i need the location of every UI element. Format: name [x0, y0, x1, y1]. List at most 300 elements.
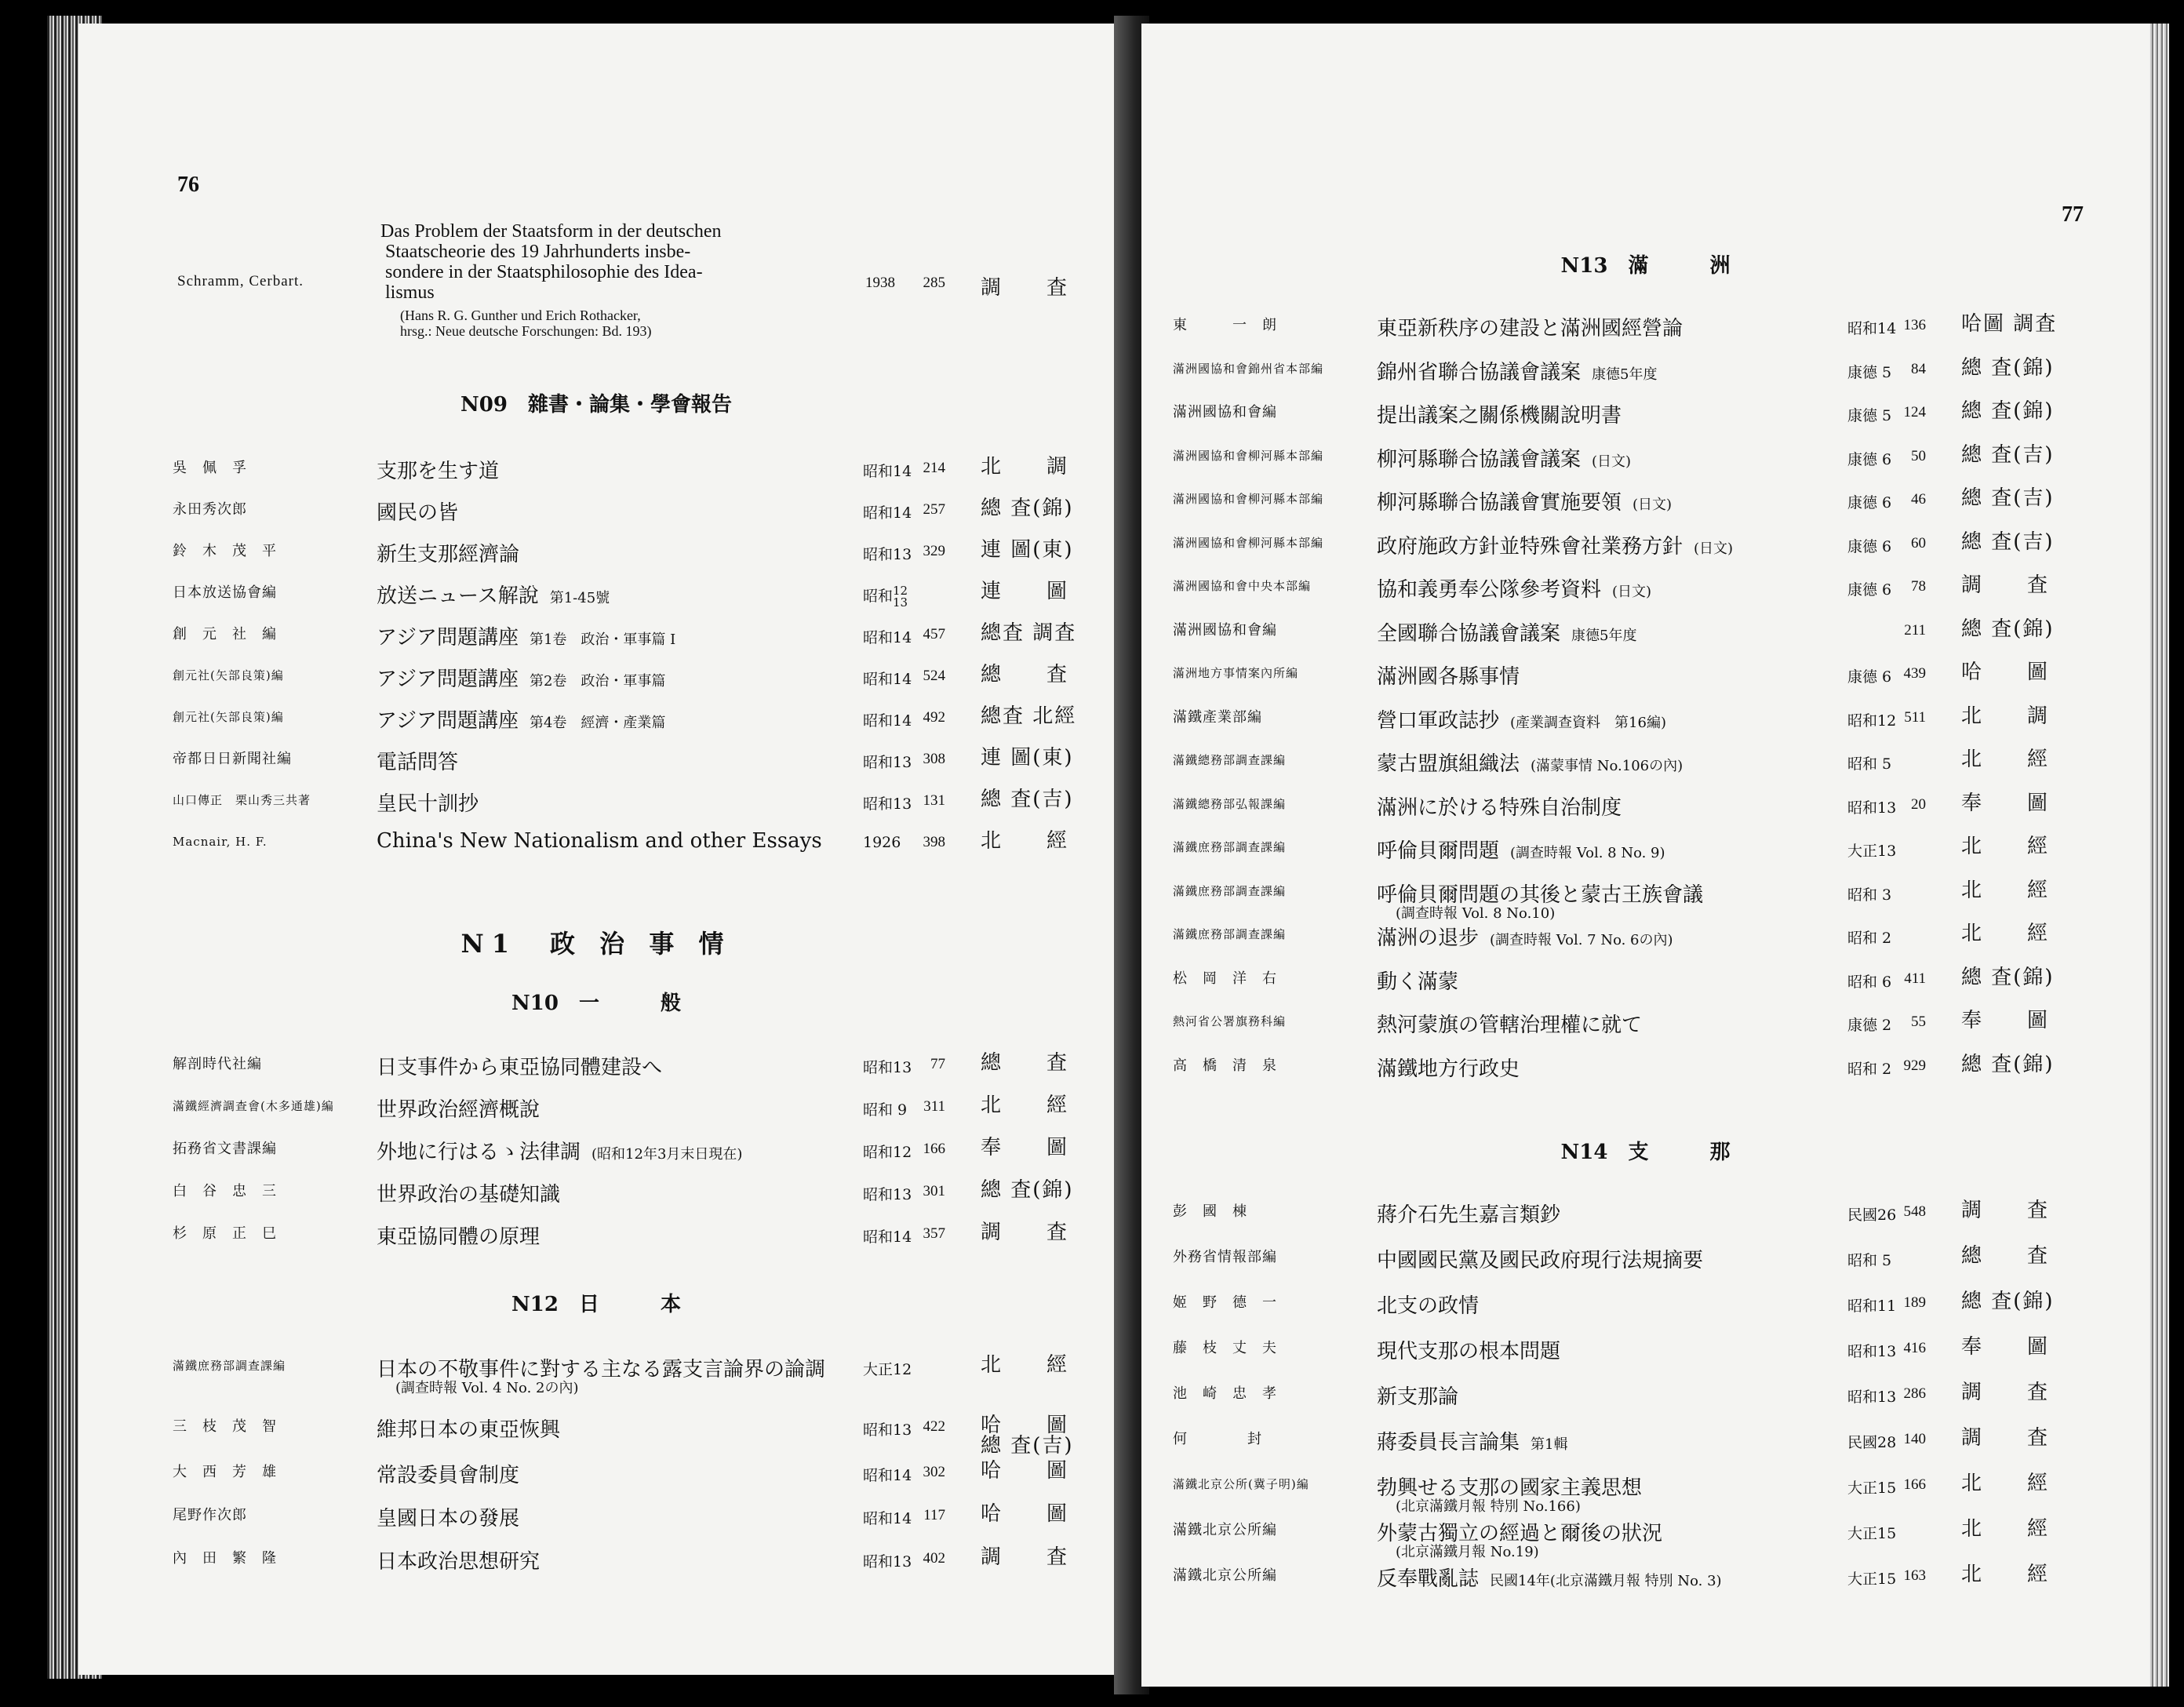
entry-author: 永田秀次郎	[173, 501, 247, 518]
entry-location: 北 經	[1961, 748, 2050, 771]
entry-title-text: 蔣委員長言論集	[1377, 1431, 1520, 1454]
page-number-left: 76	[177, 173, 199, 197]
entry-row	[78, 829, 1114, 864]
entry-location: 北 調	[1961, 704, 2050, 728]
entry-row	[78, 538, 1114, 573]
entry-subtitle: 第2卷 政治・軍事篇	[529, 673, 666, 690]
entry-row	[1141, 835, 2149, 869]
entry-subtitle: (產業調查資料 第16編)	[1510, 714, 1666, 731]
entry-author: 創元社(矢部良策)編	[173, 710, 284, 724]
entry-pages: 117	[923, 1507, 945, 1523]
entry-location: 總 査	[981, 1051, 1069, 1075]
entry-author: 外務省情報部編	[1173, 1249, 1277, 1265]
entry-title-text: 皇國日本の發展	[377, 1507, 520, 1530]
entry-title-text: 滿洲に於ける特殊自治制度	[1377, 795, 1622, 820]
entry-title-text: 國民の皆	[377, 501, 459, 525]
entry-pages: 50	[1911, 447, 1926, 464]
entry-row	[1141, 878, 2149, 922]
entry-title-text: 新生支那經濟論	[377, 543, 520, 566]
entry-subtitle: 第4卷 經濟・產業篇	[529, 715, 666, 731]
entry-pages: 402	[923, 1550, 945, 1567]
entry-location: 總 査(錦)	[981, 1178, 1074, 1202]
entry-title-text: 全國聯合協議會議案	[1377, 621, 1561, 646]
entry-author: 滿洲國協和會錦州省本部編	[1173, 361, 1324, 376]
entry-title-text: 北支の政情	[1377, 1294, 1480, 1318]
entry-subtitle: (滿蒙事情 No.106の內)	[1531, 758, 1684, 774]
entry-author: 三 枝 茂 智	[173, 1418, 277, 1435]
entry-location: 總 査(錦)	[1961, 1290, 2055, 1313]
entry-title-text: 柳河縣聯合協議會實施要領	[1377, 491, 1622, 515]
entry-year: 昭和 2	[1847, 1060, 1892, 1078]
entry-pages: 398	[923, 834, 945, 850]
entry-row	[78, 1545, 1114, 1580]
entry-pages: 548	[1903, 1203, 1926, 1220]
entry-row	[78, 663, 1114, 697]
entry-location: 總 査	[1961, 1244, 2050, 1268]
entry-author: 滿鐵北京公所(冀子明)編	[1173, 1477, 1309, 1491]
entry-pages: 524	[923, 668, 945, 684]
entry-location: 總査 北經	[981, 704, 1077, 728]
entry-location: 奉 圖	[1961, 1335, 2050, 1359]
entry-title-text: 皇民十訓抄	[377, 792, 479, 816]
entry-row	[78, 1459, 1114, 1494]
entry-pages: 131	[923, 792, 945, 809]
entry-title-text: 世界政治の基礎知識	[377, 1183, 561, 1207]
entry-title-text: 電話問答	[377, 751, 459, 774]
entry-author: 滿鐵經濟調查會(木多通雄)編	[173, 1099, 334, 1113]
entry-title	[1377, 573, 1651, 602]
entry-title	[1377, 530, 1733, 559]
entry-title	[377, 1051, 662, 1080]
entry-year: 康德 6	[1847, 668, 1892, 686]
entry-location: 連 圖	[981, 580, 1069, 603]
entry-title-text: 政府施政方針並特殊會社業務方針	[1377, 534, 1684, 559]
entry-title-text: 提出議案之關係機關說明書	[1377, 404, 1622, 428]
entry-subtitle: (昭和12年3月末日現在)	[592, 1146, 743, 1163]
entry-title-text: 動く滿蒙	[1377, 970, 1459, 994]
entry-subtitle: (北京滿鐵月報 No.19)	[1396, 1544, 1539, 1560]
entry-title: Das Problem der Staatsform in der deutschen Staatscheorie des 19 Jahrhunderts insbe- sondere in der Staatsphilosophie des Idea- lismus	[380, 221, 722, 303]
entry-author: 鈴 木 茂 平	[173, 543, 277, 559]
entry-row	[78, 497, 1114, 531]
left-page	[78, 24, 1114, 1675]
entry-author: 大 西 芳 雄	[173, 1464, 277, 1480]
entry-title-text: 日支事件から東亞協同體建設へ	[377, 1056, 663, 1079]
entry-title-text: 蒙古盟旗組織法	[1377, 752, 1520, 776]
entry-title	[377, 1459, 519, 1488]
entry-title-text: 營口軍政誌抄	[1377, 708, 1500, 733]
entry-author: 滿洲國協和會柳河縣本部編	[1173, 492, 1324, 506]
entry-year: 康德 5	[1847, 363, 1892, 381]
entry-title-text: 勃興せる支那の國家主義思想	[1377, 1476, 1643, 1500]
entry-subtitle: 第1卷 政治・軍事篇 I	[529, 631, 676, 648]
entry-subtitle: (調查時報 Vol. 7 No. 6の內)	[1490, 932, 1673, 948]
entry-author: 滿鐵總務部弘報課編	[1173, 796, 1287, 811]
entry-location: 北 經	[981, 1353, 1069, 1377]
entry-title	[377, 580, 610, 609]
entry-pages: 457	[923, 626, 945, 642]
section-heading: N13 滿 洲	[1560, 254, 1731, 278]
entry-location: 連 圖(東)	[981, 538, 1074, 562]
entry-location: 總 査(錦)	[1961, 355, 2055, 380]
entry-row	[78, 455, 1114, 490]
entry-row	[1141, 1009, 2149, 1043]
entry-author: 彭 國 棟	[1173, 1203, 1247, 1220]
entry-title	[1377, 443, 1631, 472]
entry-row	[78, 1051, 1114, 1086]
entry-location: 北 經	[1961, 922, 2050, 945]
entry-row	[1141, 1426, 2149, 1461]
entry-author: 滿洲國協和會中央本部編	[1173, 579, 1312, 593]
entry-location: 北 經	[981, 829, 1069, 853]
entry-location: 哈 圖	[1961, 661, 2050, 684]
entry-year: 昭和 5	[1847, 1252, 1892, 1269]
entry-author: 熱河省公署旗務科編	[1173, 1014, 1287, 1028]
entry-row	[1141, 530, 2149, 565]
entry-location: 調 査	[1961, 1199, 2050, 1222]
entry-author: 創 元 社 編	[173, 626, 277, 642]
entry-author: 創元社(矢部良策)編	[173, 668, 284, 682]
entry-row	[1141, 399, 2149, 434]
entry-pages: 84	[1911, 360, 1926, 377]
entry-year: 昭和14	[863, 504, 912, 522]
entry-author: Schramm, Cerbart.	[177, 273, 304, 289]
entry-pages: 329	[923, 543, 945, 559]
entry-location: 北 經	[1961, 1563, 2050, 1586]
entry-title	[1377, 1009, 1642, 1038]
entry-year: 昭和 5	[1847, 755, 1892, 773]
entry-year: 昭和12 13	[863, 584, 908, 610]
entry-pages: 211	[1904, 621, 1926, 639]
entry-title-text: 世界政治經濟概說	[377, 1098, 541, 1122]
entry-year: 昭和14	[863, 1510, 912, 1527]
entry-location: 調 査	[1961, 1381, 2050, 1404]
entry-year: 1926	[863, 834, 901, 851]
entry-row	[1141, 748, 2149, 782]
entry-title-text: 東亞協同體の原理	[377, 1225, 541, 1249]
entry-author: 滿鐵庶務部調查課編	[1173, 883, 1287, 898]
entry-title	[377, 1545, 540, 1574]
entry-title-text: 日本の不敬事件に對する主なる露支言論界の論調	[377, 1358, 826, 1381]
entry-subtitle: (日文)	[1592, 453, 1632, 470]
entry-location: 奉 圖	[1961, 791, 2050, 815]
entry-author: 滿洲國協和會編	[1173, 621, 1277, 639]
entry-year: 昭和13	[1847, 1343, 1897, 1360]
entry-location: 奉 圖	[981, 1136, 1069, 1159]
entry-title	[377, 1221, 540, 1250]
entry-location: 哈圖 調査	[1961, 312, 2058, 336]
entry-subtitle: (日文)	[1612, 584, 1652, 600]
entry-title-text: アジア問題講座	[377, 709, 519, 733]
entry-row	[1141, 1563, 2149, 1597]
entry-year: 昭和11	[1847, 1298, 1897, 1315]
entry-location: 北 經	[981, 1094, 1069, 1117]
entry-year: 昭和14	[863, 1467, 912, 1484]
entry-title-text: 柳河縣聯合協議會議案	[1377, 447, 1582, 471]
entry-row	[1141, 661, 2149, 695]
entry-author: 白 谷 忠 三	[173, 1183, 277, 1199]
entry-author: 滿鐵北京公所編	[1173, 1567, 1277, 1584]
entry-pages: 189	[1903, 1294, 1926, 1311]
entry-row	[78, 1221, 1114, 1255]
entry-title	[377, 455, 499, 484]
entry-row	[1141, 1517, 2149, 1560]
entry-title	[1377, 1426, 1567, 1455]
section-heading: N10 一 般	[511, 992, 681, 1015]
entry-title	[377, 663, 665, 692]
entry-title-text: 新支那論	[1377, 1385, 1459, 1409]
entry-title-text: 呼倫貝爾問題	[1377, 839, 1500, 863]
entry-year: 民國26	[1847, 1207, 1897, 1224]
entry-subtitle: (日文)	[1694, 540, 1734, 557]
entry-location: 調 査	[981, 1221, 1069, 1244]
entry-year: 昭和 6	[1847, 973, 1892, 991]
entry-year: 康德 6	[1847, 537, 1892, 555]
entry-author: Macnair, H. F.	[173, 835, 268, 849]
entry-title	[377, 788, 479, 817]
entry-location: 調 査	[1961, 1426, 2050, 1450]
entry-year: 昭和13	[863, 1059, 912, 1076]
entry-author: 滿鐵北京公所編	[1173, 1522, 1277, 1538]
entry-title-text: 日本政治思想研究	[377, 1550, 541, 1574]
entry-location: 總 査(吉)	[1961, 486, 2055, 510]
entry-row	[78, 621, 1114, 656]
entry-row	[78, 1136, 1114, 1170]
entry-title	[1377, 1563, 1722, 1592]
entry-pages: 214	[923, 460, 945, 476]
entry-location: 總 査(錦)	[1961, 965, 2055, 989]
entry-subtitle: 民國14年(北京滿鐵月報 特別 No. 3)	[1490, 1573, 1722, 1589]
entry-title	[1377, 704, 1666, 733]
entry-title	[1377, 356, 1657, 385]
entry-author: 滿洲地方事情案內所編	[1173, 666, 1299, 680]
entry-title-text: 滿洲の退步	[1377, 926, 1480, 950]
entry-location: 總 査(錦)	[1961, 617, 2055, 641]
entry-year: 昭和14	[863, 1228, 912, 1246]
entry-year: 大正15	[1847, 1571, 1897, 1588]
entry-location: 北 調	[981, 455, 1069, 479]
entry-row	[78, 788, 1114, 822]
entry-title	[377, 621, 675, 650]
entry-title-text: 協和義勇奉公隊參考資料	[1377, 578, 1602, 602]
entry-row	[78, 1094, 1114, 1128]
entry-location: 奉 圖	[1961, 1009, 2050, 1032]
entry-title-text: 外蒙古獨立の經過と爾後の狀況	[1377, 1522, 1663, 1545]
entry-row	[78, 1414, 1114, 1458]
entry-row	[1141, 617, 2149, 652]
entry-author: 帝都日日新聞社編	[173, 751, 292, 767]
entry-pages: 46	[1911, 491, 1926, 508]
entry-row	[1141, 704, 2149, 739]
entry-year: 大正15	[1847, 1480, 1897, 1497]
page-number-right: 77	[2062, 202, 2084, 227]
entry-pages: 163	[1903, 1567, 1926, 1584]
entry-author: 滿鐵庶務部調查課編	[1173, 927, 1287, 941]
entry-subtitle: (調查時報 Vol. 4 No. 2の內)	[395, 1380, 579, 1396]
entry-title	[377, 1136, 742, 1165]
entry-row	[1141, 1381, 2149, 1415]
entry-pages: 492	[923, 709, 945, 726]
entry-title	[377, 829, 822, 853]
entry-year: 昭和14	[863, 463, 912, 480]
entry-title-text: 支那を生す道	[377, 460, 500, 483]
entry-title-text: 蔣介石先生嘉言類鈔	[1377, 1203, 1561, 1227]
entry-title	[377, 1178, 560, 1207]
entry-author: 滿鐵總務部調查課編	[1173, 753, 1287, 767]
entry-year: 昭和 9	[863, 1101, 908, 1119]
entry-note: (Hans R. G. Gunther und Erich Rothacker, hrsg.: Neue deutsche Forschungen: Bd. 193)	[400, 308, 652, 339]
entry-year: 昭和 2	[1847, 930, 1892, 947]
entry-pages: 78	[1911, 578, 1926, 595]
entry-title	[1377, 399, 1622, 428]
entry-year: 昭和 3	[1847, 886, 1892, 904]
major-heading: N1 政 治 事 情	[460, 929, 732, 959]
entry-subtitle: 第1-45號	[549, 590, 610, 606]
entry-year: 昭和12	[863, 1144, 912, 1161]
entry-location: 總 査	[981, 663, 1069, 686]
entry-row	[1141, 966, 2149, 1000]
entry-title-text: 滿洲國各縣事情	[1377, 665, 1520, 689]
entry-title	[1377, 1335, 1560, 1364]
entry-year: 昭和13	[863, 795, 912, 813]
entry-subtitle: (調查時報 Vol. 8 No.10)	[1396, 904, 1556, 922]
entry-location: 北 經	[1961, 1472, 2050, 1495]
entry-pages: 20	[1911, 795, 1926, 813]
right-page	[1141, 24, 2149, 1687]
entry-title	[1377, 966, 1458, 995]
entry-author: 高 橋 清 泉	[1173, 1057, 1277, 1074]
entry-pages: 929	[1903, 1057, 1926, 1074]
entry-row	[78, 1353, 1114, 1396]
entry-author: 何 封	[1173, 1431, 1262, 1447]
entry-year: 昭和13	[863, 1186, 912, 1203]
entry-author: 藤 枝 丈 夫	[1173, 1340, 1277, 1356]
entry-title	[377, 1414, 560, 1443]
entry-subtitle: 康德5年度	[1592, 366, 1658, 383]
entry-title-text: 滿鐵地方行政史	[1377, 1057, 1520, 1081]
entry-year: 民國28	[1847, 1434, 1897, 1451]
entry-pages: 257	[923, 501, 945, 518]
entry-title-text: 放送ニュース解說	[377, 584, 539, 608]
entry-title	[1377, 792, 1622, 821]
section-heading: N09 雜書・論集・學會報告	[460, 393, 732, 417]
entry-author: 滿鐵庶務部調查課編	[173, 1359, 286, 1373]
entry-row	[1141, 1053, 2149, 1087]
entry-year: 康德 6	[1847, 581, 1892, 599]
entry-row	[78, 1178, 1114, 1213]
entry-row	[78, 1502, 1114, 1537]
entry-title	[1377, 1244, 1703, 1273]
entry-row	[1141, 1199, 2149, 1233]
entry-title	[1377, 1199, 1560, 1228]
entry-title-text: 熱河蒙旗の管轄治理權に就て	[1377, 1014, 1643, 1037]
entry-location: 哈 圖 總 査(吉)	[981, 1414, 1074, 1458]
entry-year: 康德 6	[1847, 450, 1892, 468]
entry-author: 池 崎 忠 孝	[1173, 1385, 1277, 1402]
entry-year: 昭和13	[1847, 1389, 1897, 1406]
entry-year: 1938	[865, 275, 895, 291]
entry-title	[377, 497, 458, 526]
entry-title-text: 錦州省聯合協議會議案	[1377, 360, 1582, 384]
entry-location: 總査 調査	[981, 621, 1077, 645]
entry-location: 調 査	[981, 276, 1069, 300]
entry-location: 總 査(錦)	[1961, 399, 2055, 423]
entry-year: 昭和13	[863, 754, 912, 771]
entry-year: 昭和14	[1847, 320, 1897, 337]
entry-pages: 124	[1903, 404, 1926, 420]
entry-author: 滿鐵產業部編	[1173, 708, 1262, 726]
section-heading: N14 支 那	[1560, 1141, 1731, 1164]
entry-year: 昭和13	[863, 1553, 912, 1571]
entry-title	[1377, 312, 1683, 341]
entry-location: 哈 圖	[981, 1459, 1069, 1483]
entry-pages: 357	[923, 1225, 945, 1242]
entry-subtitle: 康德5年度	[1571, 627, 1637, 644]
entry-subtitle: (日文)	[1633, 497, 1673, 513]
entry-author: 滿洲國協和會柳河縣本部編	[1173, 448, 1324, 463]
entry-pages: 166	[1903, 1476, 1926, 1493]
entry-location: 總 査(吉)	[1961, 530, 2055, 554]
entry-row	[1141, 1290, 2149, 1324]
entry-row	[1141, 443, 2149, 478]
entry-year: 昭和14	[863, 671, 912, 688]
entry-pages: 311	[923, 1098, 945, 1115]
entry-location: 總 査(錦)	[1961, 1052, 2055, 1076]
entry-year: 昭和13	[1847, 799, 1897, 817]
entry-author: 滿鐵庶務部調查課編	[1173, 840, 1287, 854]
entry-title	[1377, 1290, 1479, 1319]
entry-pages: 308	[923, 751, 945, 767]
entry-pages: 140	[1903, 1431, 1926, 1447]
entry-location: 北 經	[1961, 878, 2050, 902]
entry-author: 杉 原 正 巳	[173, 1225, 277, 1242]
entry-year-range: 12 13	[893, 584, 908, 610]
entry-author: 內 田 繁 隆	[173, 1550, 277, 1567]
entry-pages: 302	[923, 1464, 945, 1480]
entry-year: 昭和12	[1847, 712, 1897, 730]
entry-title-text: アジア問題講座	[377, 626, 519, 650]
entry-author: 姬 野 德 一	[1173, 1294, 1277, 1311]
entry-author: 日本放送協會編	[173, 584, 277, 601]
entry-year: 康德 2	[1847, 1017, 1892, 1034]
entry-pages: 55	[1911, 1014, 1926, 1030]
entry-pages: 301	[923, 1183, 945, 1199]
entry-subtitle: (北京滿鐵月報 特別 No.166)	[1396, 1498, 1581, 1515]
entry-title-text: 中國國民黨及國民政府現行法規摘要	[1377, 1249, 1704, 1272]
entry-row	[1141, 922, 2149, 956]
entry-year: 大正12	[863, 1361, 912, 1378]
entry-title-text: China's New Nationalism and other Essays	[377, 829, 822, 853]
entry-author: 東 一 朗	[1173, 317, 1277, 333]
entry-pages: 416	[1903, 1340, 1926, 1356]
entry-subtitle: (調查時報 Vol. 8 No. 9)	[1510, 845, 1665, 861]
entry-author: 滿洲國協和會編	[1173, 404, 1277, 420]
entry-title	[1377, 748, 1683, 777]
entry-title-text: 呼倫貝爾問題の其後と蒙古王族會議	[1377, 883, 1704, 907]
entry-row	[1141, 312, 2149, 347]
entry-author: 滿洲國協和會柳河縣本部編	[1173, 535, 1324, 550]
entry-year: 康德 5	[1847, 407, 1892, 424]
entry-location: 調 査	[981, 1545, 1069, 1569]
entry-author: 拓務省文書課編	[173, 1141, 277, 1157]
entry-title-text: 常設委員會制度	[377, 1464, 520, 1487]
entry-year: 大正13	[1847, 843, 1897, 860]
entry-title-text: 維邦日本の東亞恢興	[377, 1418, 561, 1442]
entry-year: 昭和14	[863, 712, 912, 730]
entry-title	[1377, 1053, 1520, 1082]
entry-location: 總 査(吉)	[1961, 442, 2055, 467]
entry-pages: 511	[1904, 708, 1926, 726]
